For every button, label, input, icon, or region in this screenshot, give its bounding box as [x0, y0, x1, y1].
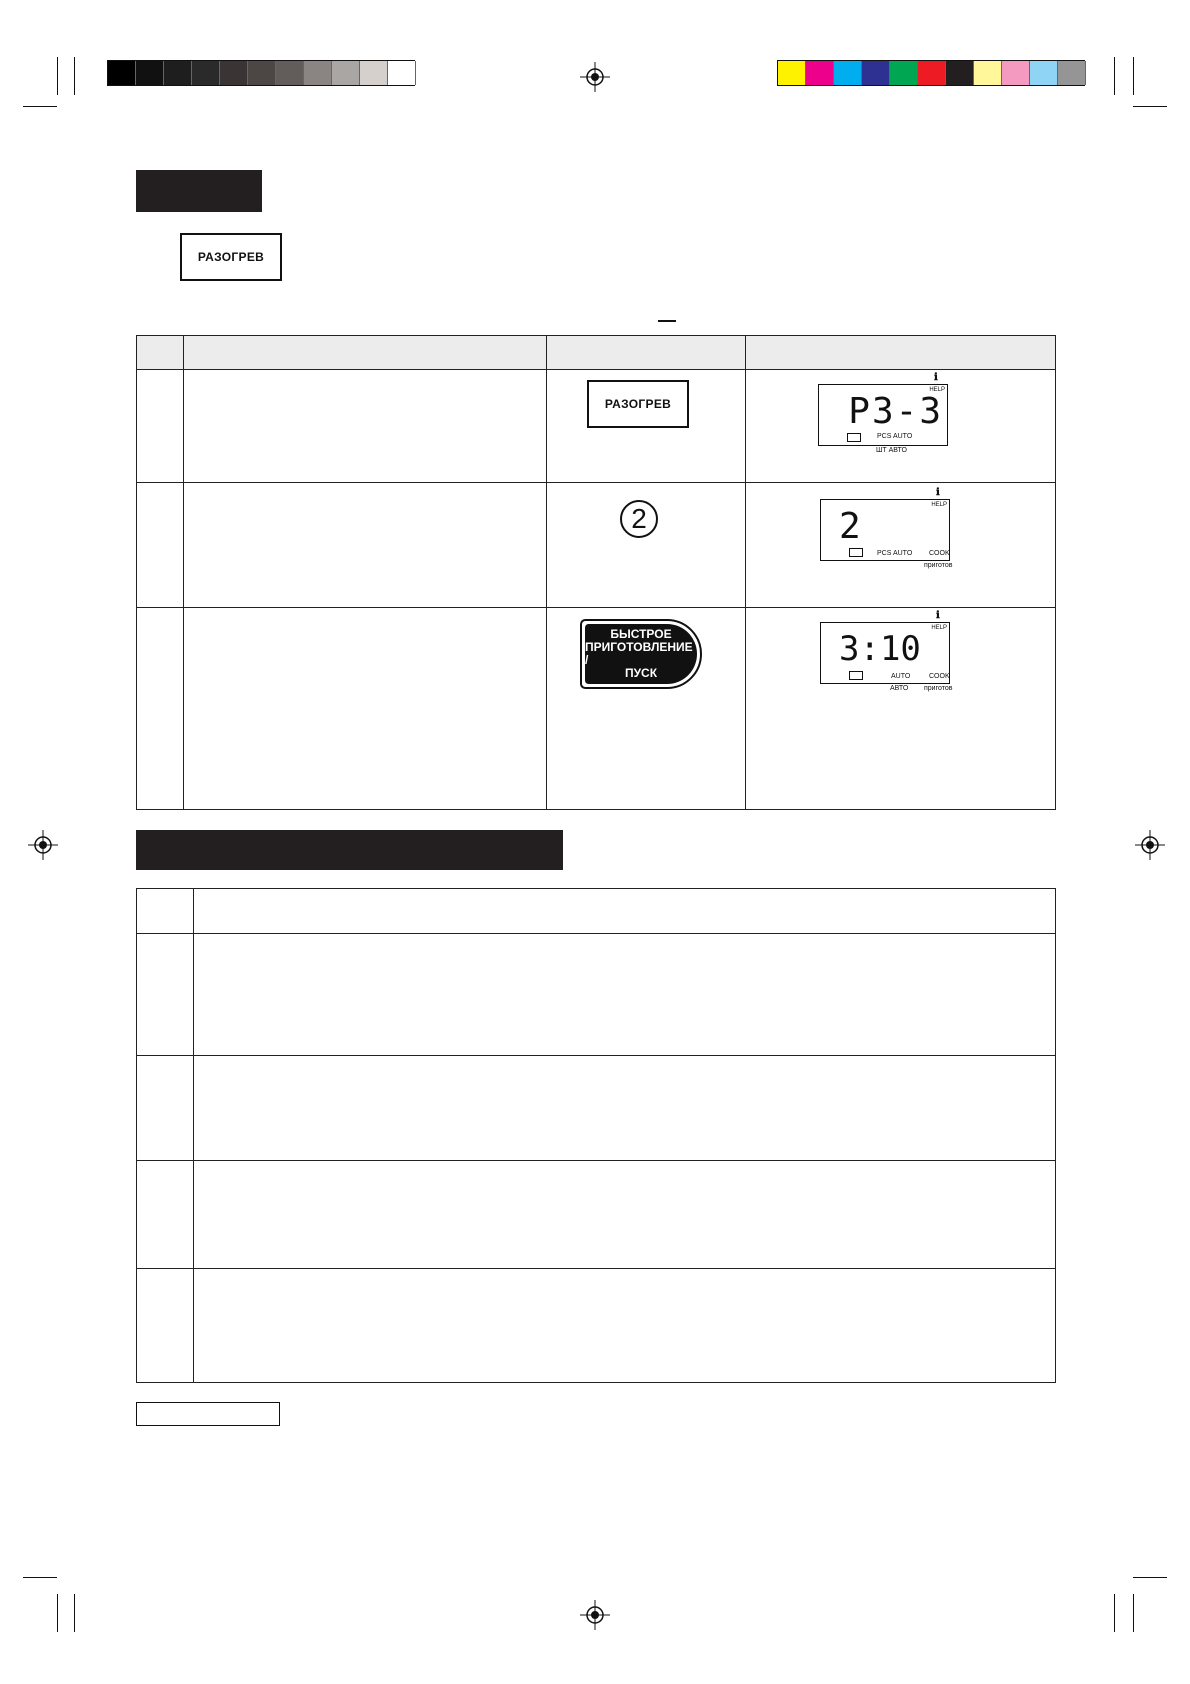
pcs-auto-indicator: PCS AUTO — [877, 550, 913, 557]
row-number-cell — [137, 1161, 194, 1269]
section-header-bar — [136, 830, 563, 870]
color-swatch — [778, 61, 806, 85]
lcd-screen — [820, 622, 950, 684]
process-color-bar — [777, 60, 1085, 86]
dash-mark — [658, 320, 676, 322]
cook-indicator: COOK — [929, 673, 950, 680]
row-number-cell — [137, 1056, 194, 1161]
scale-icon — [849, 671, 863, 680]
registration-mark-icon — [28, 830, 58, 860]
color-swatch — [1058, 61, 1086, 85]
help-indicator: HELP — [929, 387, 945, 393]
row-number-cell — [137, 1269, 194, 1383]
quick-cook-start-face — [585, 624, 697, 684]
table-header-row — [137, 336, 1056, 370]
pcs-auto-ru-indicator: ШТ АВТО — [876, 447, 907, 454]
color-swatch — [304, 61, 332, 85]
header-cell — [194, 889, 1056, 934]
auto-ru-indicator: АВТО — [890, 685, 909, 692]
crop-mark — [1133, 1594, 1134, 1632]
cook-indicator: COOK — [929, 550, 950, 557]
color-swatch — [890, 61, 918, 85]
color-swatch — [806, 61, 834, 85]
color-swatch — [332, 61, 360, 85]
color-swatch — [360, 61, 388, 85]
step-text-cell — [184, 483, 547, 608]
color-swatch — [834, 61, 862, 85]
quick-cook-label-line3: ПУСК — [624, 666, 658, 680]
step-number-cell — [137, 483, 184, 608]
color-swatch — [164, 61, 192, 85]
notes-table — [136, 888, 1056, 1383]
registration-mark-icon — [580, 1600, 610, 1630]
number-2-label: 2 — [631, 503, 647, 534]
lcd-screen — [820, 499, 950, 561]
cook-ru-indicator: приготов — [924, 562, 953, 569]
color-swatch — [1002, 61, 1030, 85]
crop-mark — [23, 106, 57, 107]
header-cell — [137, 889, 194, 934]
color-swatch — [974, 61, 1002, 85]
table-row — [137, 1269, 1056, 1383]
step-number-cell — [137, 370, 184, 483]
lcd-digits: P3-3 — [848, 391, 943, 432]
color-swatch — [220, 61, 248, 85]
info-icon: ℹ — [934, 372, 938, 383]
crop-mark — [1133, 106, 1167, 107]
step-text-cell — [184, 370, 547, 483]
crop-mark — [57, 57, 58, 95]
crop-mark — [23, 1577, 57, 1578]
auto-indicator: AUTO — [891, 673, 911, 680]
table-row — [137, 934, 1056, 1056]
pcs-auto-indicator: PCS AUTO — [877, 433, 913, 440]
row-text-cell — [194, 1056, 1056, 1161]
heat-button-step-1[interactable]: РАЗОГРЕВ — [587, 380, 689, 428]
header-cell — [184, 336, 547, 370]
registration-mark-icon — [1135, 830, 1165, 860]
lcd-display-3 — [820, 610, 954, 694]
table-row — [137, 1056, 1056, 1161]
crop-mark — [1114, 57, 1115, 95]
table-row — [137, 1161, 1056, 1269]
registration-mark-icon — [580, 62, 610, 92]
lcd-screen — [818, 384, 948, 446]
footer-label-box — [136, 1402, 280, 1426]
header-cell — [137, 336, 184, 370]
lcd-display-2 — [820, 487, 952, 571]
section-header-bar — [136, 170, 262, 212]
heat-button[interactable]: РАЗОГРЕВ — [180, 233, 282, 281]
lcd-display-1 — [818, 372, 948, 452]
color-swatch — [918, 61, 946, 85]
gray-color-bar — [107, 60, 415, 86]
step-text-cell — [184, 608, 547, 810]
color-swatch — [946, 61, 974, 85]
color-swatch — [276, 61, 304, 85]
scale-icon — [847, 433, 861, 442]
crop-mark — [1114, 1594, 1115, 1632]
quick-cook-label-line1: БЫСТРОЕ — [610, 627, 672, 641]
crop-mark — [1133, 1577, 1167, 1578]
info-icon: ℹ — [936, 610, 940, 621]
crop-mark — [1133, 57, 1134, 95]
number-2-button[interactable] — [620, 500, 658, 538]
quick-cook-start-button[interactable] — [580, 619, 702, 689]
help-indicator: HELP — [931, 625, 947, 631]
table-header-row — [137, 889, 1056, 934]
color-swatch — [862, 61, 890, 85]
info-icon: ℹ — [936, 487, 940, 498]
color-swatch — [108, 61, 136, 85]
header-cell — [746, 336, 1056, 370]
scale-icon — [849, 548, 863, 557]
help-indicator: HELP — [931, 502, 947, 508]
row-text-cell — [194, 934, 1056, 1056]
row-number-cell — [137, 934, 194, 1056]
color-swatch — [248, 61, 276, 85]
crop-mark — [74, 57, 75, 95]
lcd-digits: 2 — [839, 506, 861, 547]
color-swatch — [1030, 61, 1058, 85]
header-cell — [547, 336, 746, 370]
color-swatch — [136, 61, 164, 85]
lcd-digits: 3:10 — [839, 629, 921, 669]
row-text-cell — [194, 1269, 1056, 1383]
cook-ru-indicator: приготов — [924, 685, 953, 692]
color-swatch — [192, 61, 220, 85]
quick-cook-label-line2: ПРИГОТОВЛЕНИЕ / — [585, 640, 693, 667]
crop-mark — [74, 1594, 75, 1632]
crop-mark — [57, 1594, 58, 1632]
row-text-cell — [194, 1161, 1056, 1269]
color-swatch — [388, 61, 416, 85]
step-number-cell — [137, 608, 184, 810]
